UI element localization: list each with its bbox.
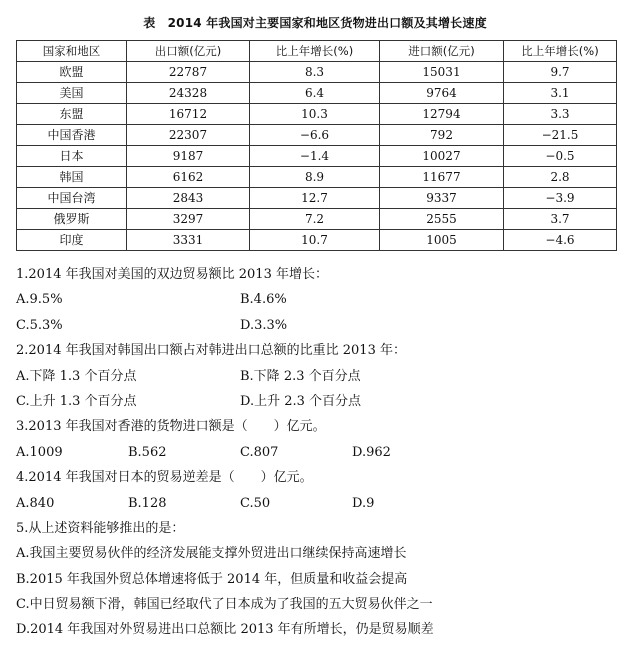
question-3-stem: 3.2013 年我国对香港的货物进口额是（ ）亿元。 <box>16 419 326 435</box>
question-4-option-a[interactable]: A.840 <box>16 495 55 511</box>
cell-export: 16712 <box>127 104 250 125</box>
cell-import: 2555 <box>380 209 504 230</box>
questions <box>16 262 616 643</box>
question-1-options-row2 <box>16 313 616 338</box>
cell-export-growth: 12.7 <box>250 188 380 209</box>
header-import: 进口额(亿元) <box>380 41 504 62</box>
table-row <box>17 83 617 104</box>
trade-table <box>16 40 617 251</box>
header-region: 国家和地区 <box>17 41 127 62</box>
cell-region: 欧盟 <box>17 62 127 83</box>
question-5-option-c[interactable]: C.中日贸易额下滑，韩国已经取代了日本成为了我国的五大贸易伙伴之一 <box>16 597 433 613</box>
cell-export-growth: 10.7 <box>250 230 380 251</box>
question-1-option-c[interactable]: C.5.3% <box>16 317 63 333</box>
cell-import-growth: −21.5 <box>504 125 617 146</box>
table-row <box>17 230 617 251</box>
cell-import: 792 <box>380 125 504 146</box>
cell-import-growth: 9.7 <box>504 62 617 83</box>
question-1-option-a[interactable]: A.9.5% <box>16 292 63 308</box>
cell-export-growth: 10.3 <box>250 104 380 125</box>
question-2-stem: 2.2014 年我国对韩国出口额占对韩进出口总额的比重比 2013 年： <box>16 343 406 359</box>
question-1-option-b[interactable]: B.4.6% <box>240 292 287 308</box>
question-1-stem: 1.2014 年我国对美国的双边贸易额比 2013 年增长： <box>16 267 328 282</box>
cell-export-growth: −1.4 <box>250 146 380 167</box>
cell-import-growth: 3.3 <box>504 104 617 125</box>
table-row <box>17 62 617 83</box>
question-2-option-c[interactable]: C.上升 1.3 个百分点 <box>16 393 137 409</box>
table-row <box>17 146 617 167</box>
cell-export-growth: 6.4 <box>250 83 380 104</box>
question-3-option-d[interactable]: D.962 <box>352 444 391 460</box>
table-caption: 表 2014 年我国对主要国家和地区货物进出口额及其增长速度 <box>143 16 487 30</box>
table-row <box>17 188 617 209</box>
cell-import-growth: −0.5 <box>504 146 617 167</box>
question-2-option-b[interactable]: B.下降 2.3 个百分点 <box>240 368 361 384</box>
cell-export-growth: 8.3 <box>250 62 380 83</box>
question-5-option-b[interactable]: B.2015 年我国外贸总体增速将低于 2014 年，但质量和收益会提高 <box>16 571 408 587</box>
header-import-growth: 比上年增长(%) <box>504 41 617 62</box>
question-4-option-b[interactable]: B.128 <box>128 495 167 511</box>
cell-region: 美国 <box>17 83 127 104</box>
question-5-stem: 5.从上述资料能够推出的是： <box>16 520 185 536</box>
cell-import: 15031 <box>380 62 504 83</box>
question-4-stem: 4.2014 年我国对日本的贸易逆差是（ ）亿元。 <box>16 470 313 486</box>
cell-import-growth: −4.6 <box>504 230 617 251</box>
cell-import-growth: 2.8 <box>504 167 617 188</box>
cell-region: 韩国 <box>17 167 127 188</box>
cell-export: 3331 <box>127 230 250 251</box>
cell-region: 印度 <box>17 230 127 251</box>
question-2-options-row1 <box>16 364 616 389</box>
cell-import: 12794 <box>380 104 504 125</box>
cell-export: 24328 <box>127 83 250 104</box>
table-row <box>17 104 617 125</box>
cell-export-growth: 7.2 <box>250 209 380 230</box>
question-3-options <box>16 440 616 465</box>
question-2-option-a[interactable]: A.下降 1.3 个百分点 <box>16 368 137 384</box>
question-1-options-row1 <box>16 287 616 312</box>
question-1-option-d[interactable]: D.3.3% <box>240 317 288 333</box>
cell-region: 日本 <box>17 146 127 167</box>
cell-region: 中国台湾 <box>17 188 127 209</box>
cell-region: 东盟 <box>17 104 127 125</box>
cell-import: 1005 <box>380 230 504 251</box>
cell-import: 11677 <box>380 167 504 188</box>
question-4-option-c[interactable]: C.50 <box>240 495 271 511</box>
question-2-options-row2 <box>16 389 616 414</box>
header-export-growth: 比上年增长(%) <box>250 41 380 62</box>
cell-import: 9337 <box>380 188 504 209</box>
cell-region: 俄罗斯 <box>17 209 127 230</box>
table-header-row <box>17 41 617 62</box>
header-export: 出口额(亿元) <box>127 41 250 62</box>
question-5-option-d[interactable]: D.2014 年我国对外贸易进出口总额比 2013 年有所增长，仍是贸易顺差 <box>16 622 434 638</box>
cell-import-growth: 3.1 <box>504 83 617 104</box>
cell-export: 9187 <box>127 146 250 167</box>
question-3-option-b[interactable]: B.562 <box>128 444 167 460</box>
cell-import: 10027 <box>380 146 504 167</box>
cell-region: 中国香港 <box>17 125 127 146</box>
question-3-option-c[interactable]: C.807 <box>240 444 279 460</box>
cell-export: 3297 <box>127 209 250 230</box>
question-4-option-d[interactable]: D.9 <box>352 495 375 511</box>
table-row <box>17 167 617 188</box>
table-row <box>17 209 617 230</box>
cell-export-growth: −6.6 <box>250 125 380 146</box>
cell-import-growth: −3.9 <box>504 188 617 209</box>
cell-import-growth: 3.7 <box>504 209 617 230</box>
cell-export: 22307 <box>127 125 250 146</box>
question-3-option-a[interactable]: A.1009 <box>16 444 63 460</box>
cell-export-growth: 8.9 <box>250 167 380 188</box>
table-row <box>17 125 617 146</box>
question-5-option-a[interactable]: A.我国主要贸易伙伴的经济发展能支撑外贸进出口继续保持高速增长 <box>16 546 407 562</box>
cell-export: 6162 <box>127 167 250 188</box>
question-2-option-d[interactable]: D.上升 2.3 个百分点 <box>240 393 362 409</box>
cell-export: 22787 <box>127 62 250 83</box>
question-4-options <box>16 491 616 516</box>
cell-import: 9764 <box>380 83 504 104</box>
cell-export: 2843 <box>127 188 250 209</box>
